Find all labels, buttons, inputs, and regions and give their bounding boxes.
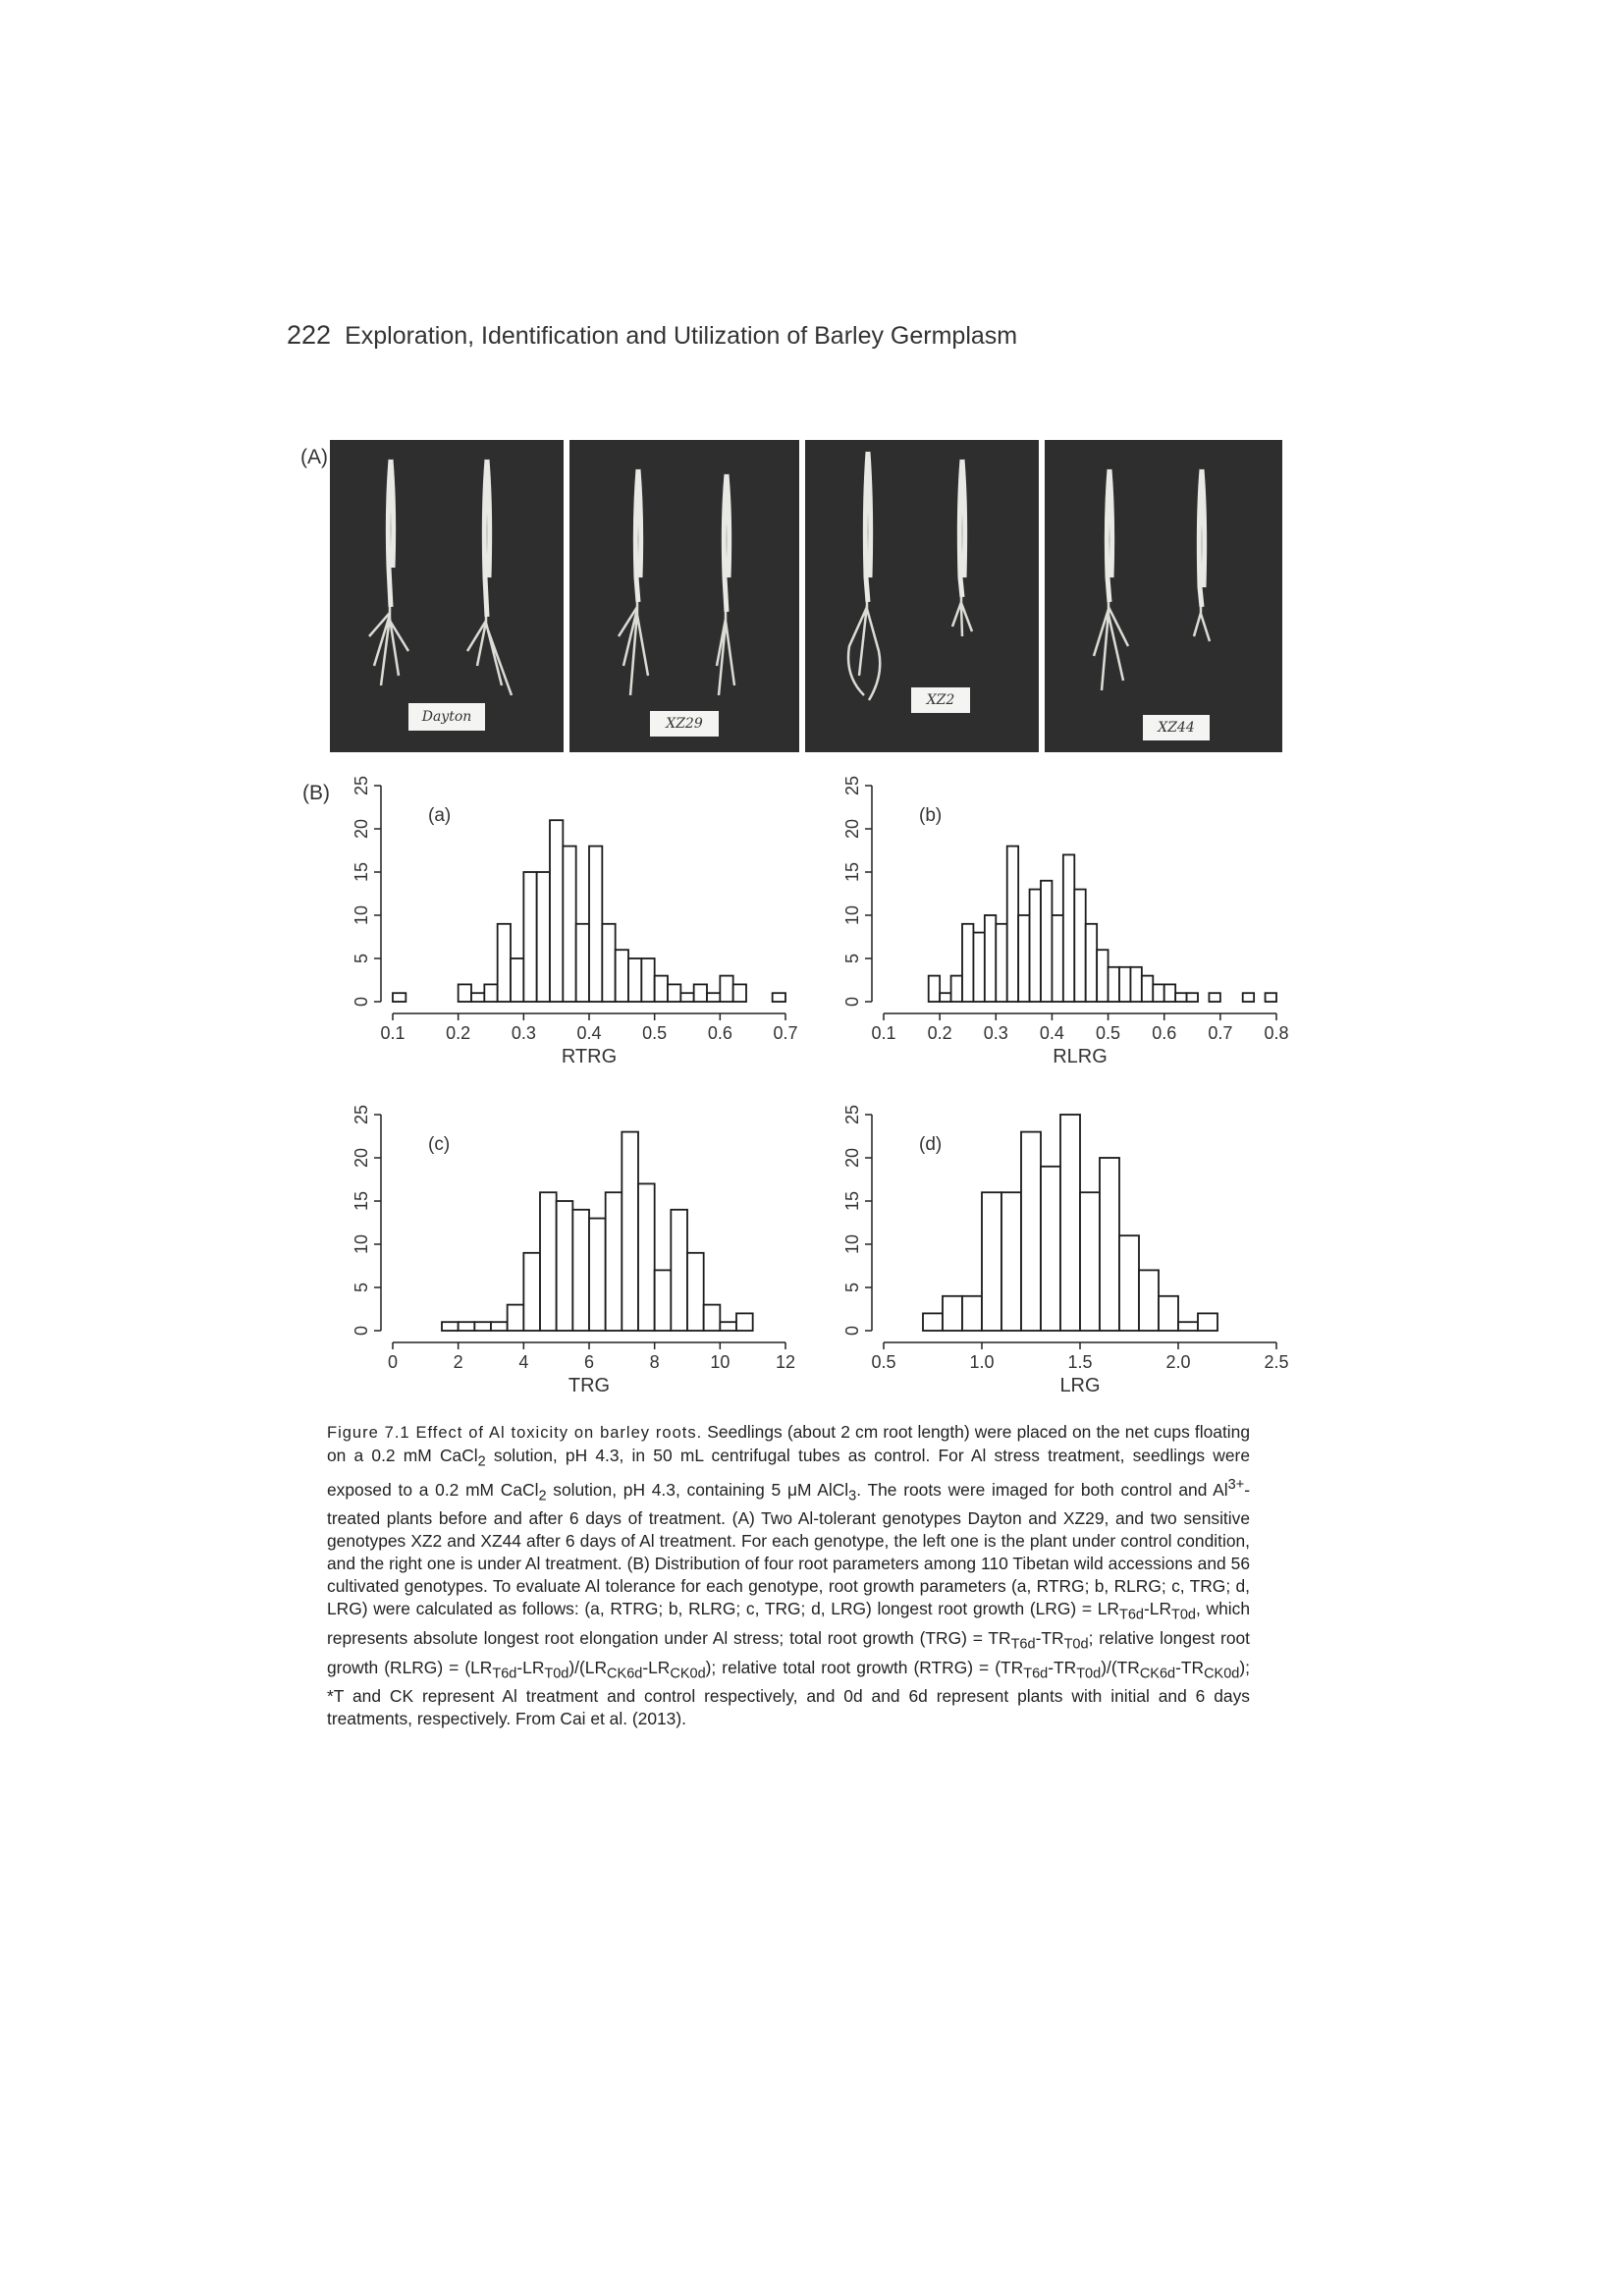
caption-text: ); *T and CK represent Al treatment and control respectively, and 0d and 6d represent plants with initial and 6 days treatments, respectively. From Cai et al. (2013). — [327, 1657, 1250, 1729]
x-tick-label: 0 — [387, 1352, 399, 1372]
x-tick-label: 0.4 — [1039, 1023, 1064, 1043]
x-tick-label: 0.3 — [511, 1023, 536, 1043]
hist-bar-all — [1130, 967, 1141, 1002]
photo-label: XZ29 — [650, 711, 719, 737]
hist-bar-all — [442, 1322, 459, 1331]
hist-bar-all — [655, 1270, 672, 1331]
hist-bar-all — [1139, 1270, 1159, 1331]
y-tick-label: 15 — [842, 861, 862, 883]
seedling-photo-3 — [805, 440, 1039, 752]
hist-bar-all — [523, 1253, 540, 1331]
histogram-a — [324, 776, 815, 1100]
hist-bar-all — [589, 1219, 606, 1331]
caption-sub: T0d — [544, 1665, 569, 1681]
hist-bar-all — [1041, 1167, 1060, 1331]
caption-text: . The roots were imaged for both control and Al — [856, 1479, 1228, 1500]
y-tick-label: 20 — [842, 818, 862, 840]
hist-bar-all — [459, 984, 471, 1002]
panel-a-letter: (A) — [300, 446, 328, 468]
panel-b-letter: (B) — [302, 782, 330, 804]
y-tick-label: 5 — [842, 953, 862, 964]
histogram-plot — [842, 776, 1289, 1067]
hist-bar-all — [540, 1192, 557, 1331]
histogram-c — [324, 1105, 815, 1399]
hist-bar-all — [1100, 1158, 1119, 1331]
hist-bar-all — [498, 924, 511, 1002]
y-tick-label: 25 — [842, 1104, 862, 1125]
hist-bar-all — [602, 924, 615, 1002]
histogram-plot — [842, 1105, 1289, 1396]
caption-sub: T6d — [1010, 1636, 1036, 1653]
hist-bar-all — [589, 847, 602, 1002]
caption-text: -TR — [1175, 1657, 1205, 1677]
panel-sub-label: (d) — [919, 1134, 943, 1155]
caption-sub: T0d — [1076, 1665, 1102, 1681]
hist-bar-all — [1052, 915, 1062, 1002]
x-tick-label: 0.3 — [983, 1023, 1008, 1043]
y-tick-label: 10 — [842, 904, 862, 926]
caption-text: , which represents absolute longest root elongation under Al stress; total root growth (TRG) = TR — [327, 1599, 1251, 1648]
hist-bar-all — [1153, 984, 1163, 1002]
x-tick-label: 0.2 — [446, 1023, 471, 1043]
hist-bar-all — [1063, 854, 1074, 1002]
hist-bar-all — [1018, 915, 1029, 1002]
x-tick-label: 1.5 — [1067, 1352, 1093, 1372]
caption-text: Seedlings (about 2 cm root length) were placed on the net cups floating on a 0.2 mM CaCl — [327, 1422, 1250, 1466]
running-head — [287, 320, 1017, 351]
hist-bar-all — [550, 820, 563, 1002]
caption-sub: T6d — [1118, 1607, 1144, 1623]
y-tick-label: 5 — [352, 1282, 371, 1293]
hist-bar-all — [508, 1305, 524, 1331]
x-tick-label: 0.7 — [773, 1023, 798, 1043]
x-tick-label: 2.5 — [1264, 1352, 1289, 1372]
caption-sub: CK0d — [1204, 1665, 1240, 1681]
y-tick-label: 20 — [352, 1147, 371, 1169]
caption-sub: CK0d — [670, 1665, 706, 1681]
photo-label: Dayton — [408, 703, 485, 731]
caption-text: )/(TR — [1101, 1657, 1140, 1677]
hist-bar-all — [1030, 890, 1041, 1002]
hist-bar-all — [1109, 967, 1119, 1002]
caption-text: solution, pH 4.3, containing 5 μM AlCl — [546, 1479, 849, 1500]
hist-bar-all — [511, 958, 523, 1002]
histogram-plot — [352, 1105, 795, 1396]
photo-label: XZ44 — [1143, 715, 1210, 740]
hist-bar-all — [1198, 1313, 1217, 1331]
caption-lead: Figure 7.1 Effect of Al toxicity on barley roots. — [327, 1424, 703, 1442]
x-tick-label: 8 — [649, 1352, 660, 1372]
hist-bar-all — [1266, 993, 1276, 1002]
hist-bar-all — [1080, 1192, 1100, 1331]
caption-sub: 2 — [477, 1453, 486, 1470]
hist-bar-all — [641, 958, 654, 1002]
histogram-b-svg — [815, 776, 1306, 1100]
x-tick-label: 1.0 — [969, 1352, 995, 1372]
caption-text: -TR — [1035, 1627, 1064, 1648]
x-tick-label: 0.7 — [1208, 1023, 1233, 1043]
hist-bar-all — [523, 872, 536, 1002]
hist-bar-all — [572, 1210, 589, 1331]
caption-sub: 2 — [538, 1487, 547, 1503]
hist-bar-all — [638, 1183, 655, 1331]
hist-bar-all — [655, 976, 668, 1002]
hist-bar-all — [1041, 881, 1052, 1002]
y-tick-label: 10 — [352, 904, 371, 926]
x-axis-title: RLRG — [1053, 1046, 1108, 1067]
hist-bar-all — [1243, 993, 1254, 1002]
x-axis-title: TRG — [568, 1375, 611, 1396]
x-tick-label: 0.1 — [380, 1023, 406, 1043]
y-tick-label: 0 — [842, 996, 862, 1008]
y-tick-label: 10 — [842, 1233, 862, 1255]
caption-sub: T6d — [492, 1665, 517, 1681]
hist-bar-all — [1164, 984, 1175, 1002]
hist-bar-all — [668, 984, 680, 1002]
hist-bar-all — [951, 976, 962, 1002]
x-tick-label: 0.2 — [927, 1023, 952, 1043]
panel-sub-label: (b) — [919, 805, 943, 826]
hist-bar-all — [962, 1296, 982, 1331]
hist-bar-all — [694, 984, 707, 1002]
y-tick-label: 5 — [842, 1282, 862, 1293]
y-tick-label: 25 — [352, 775, 371, 796]
hist-bar-all — [459, 1322, 475, 1331]
histogram-d — [815, 1105, 1306, 1399]
y-tick-label: 10 — [352, 1233, 371, 1255]
hist-bar-all — [985, 915, 996, 1002]
figure-caption — [327, 1421, 1250, 1730]
hist-bar-all — [563, 847, 575, 1002]
seedling-photo-strip — [330, 440, 1282, 752]
caption-text: ); relative total root growth (RTRG) = (TR — [705, 1657, 1024, 1677]
seedling-photo-2 — [569, 440, 799, 752]
caption-sup: 3+ — [1227, 1476, 1245, 1493]
hist-bar-all — [973, 933, 984, 1002]
hist-bar-all — [773, 993, 785, 1002]
hist-bar-all — [923, 1313, 943, 1331]
hist-bar-all — [929, 976, 940, 1002]
y-tick-label: 20 — [842, 1147, 862, 1169]
hist-bar-all — [687, 1253, 704, 1331]
hist-bar-all — [707, 993, 720, 1002]
histogram-a-svg — [324, 776, 815, 1100]
book-title: Exploration, Identification and Utilization of Barley Germplasm — [345, 322, 1018, 350]
x-tick-label: 2.0 — [1165, 1352, 1191, 1372]
caption-text: -LR — [516, 1657, 545, 1677]
hist-bar-all — [736, 1313, 753, 1331]
x-tick-label: 0.5 — [642, 1023, 668, 1043]
caption-sub: 3 — [848, 1487, 857, 1503]
hist-bar-all — [484, 984, 497, 1002]
caption-text: -LR — [1143, 1599, 1172, 1619]
hist-bar-all — [704, 1305, 721, 1331]
caption-text: ; relative longest root growth (RLRG) = (LR — [327, 1627, 1250, 1677]
hist-bar-all — [671, 1210, 687, 1331]
hist-bar-all — [733, 984, 746, 1002]
caption-sub: T0d — [1063, 1636, 1089, 1653]
hist-bar-all — [537, 872, 550, 1002]
hist-bar-all — [1209, 993, 1219, 1002]
hist-bar-all — [474, 1322, 491, 1331]
y-tick-label: 15 — [842, 1190, 862, 1212]
histogram-c-svg — [324, 1105, 815, 1399]
x-axis-title: LRG — [1059, 1375, 1101, 1396]
x-tick-label: 0.6 — [707, 1023, 732, 1043]
hist-bar-all — [1001, 1192, 1021, 1331]
y-tick-label: 25 — [352, 1104, 371, 1125]
caption-sub: CK6d — [1139, 1665, 1176, 1681]
hist-bar-all — [1007, 847, 1018, 1002]
x-tick-label: 0.8 — [1264, 1023, 1289, 1043]
hist-bar-all — [1175, 993, 1186, 1002]
seedling-photo-4 — [1045, 440, 1282, 752]
x-tick-label: 6 — [583, 1352, 595, 1372]
hist-bar-all — [1159, 1296, 1178, 1331]
hist-bar-all — [982, 1192, 1001, 1331]
hist-bar-all — [616, 950, 628, 1002]
y-tick-label: 0 — [842, 1325, 862, 1337]
caption-sub: T6d — [1023, 1665, 1049, 1681]
hist-bar-all — [557, 1201, 573, 1331]
hist-bar-all — [1178, 1322, 1198, 1331]
hist-bar-all — [1119, 1235, 1139, 1331]
caption-text: solution, pH 4.3, in 50 mL centrifugal tubes as control. For Al stress treatment, seedlings were exposed to a 0.2 mM CaCl — [327, 1446, 1250, 1500]
caption-text: -treated plants before and after 6 days of treatment. (A) Two Al-tolerant genotypes Dayton and XZ29, and two sensitive genotypes XZ2 and XZ44 after 6 days of Al treatment. For each genotype, the left one is the plant under control condition, and the right one is under Al treatment. (B) Distribution of four root parameters among 110 Tibetan wild accessions and 56 cultivated genotypes. To evaluate Al tolerance for each genotype, root growth parameters (a, RTRG; b, RLRG; c, TRG; d, LRG) were calculated as follows: (a, RTRG; b, RLRG; c, TRG; d, LRG) longest root growth (LRG) = LR — [327, 1479, 1250, 1619]
histogram-d-svg — [815, 1105, 1306, 1399]
histogram-plot — [352, 776, 798, 1067]
hist-bar-all — [720, 976, 732, 1002]
seedling-drawing — [1045, 440, 1282, 752]
x-axis-title: RTRG — [561, 1046, 618, 1067]
caption-sub: T0d — [1171, 1607, 1197, 1623]
hist-bar-all — [1142, 976, 1153, 1002]
caption-text: )/(LR — [568, 1657, 608, 1677]
hist-bar-all — [962, 924, 973, 1002]
x-tick-label: 10 — [710, 1352, 730, 1372]
hist-bar-all — [680, 993, 693, 1002]
hist-bar-all — [471, 993, 484, 1002]
hist-bar-all — [393, 993, 406, 1002]
seedling-photo-1 — [330, 440, 564, 752]
hist-bar-all — [1119, 967, 1130, 1002]
y-tick-label: 15 — [352, 1190, 371, 1212]
hist-bar-all — [940, 993, 950, 1002]
caption-sub: CK6d — [607, 1665, 643, 1681]
photo-label: XZ2 — [911, 687, 970, 713]
x-tick-label: 0.6 — [1152, 1023, 1177, 1043]
y-tick-label: 0 — [352, 996, 371, 1008]
x-tick-label: 12 — [775, 1352, 796, 1372]
panel-sub-label: (a) — [428, 805, 452, 826]
x-tick-label: 0.4 — [576, 1023, 602, 1043]
hist-bar-all — [1074, 890, 1085, 1002]
y-tick-label: 0 — [352, 1325, 371, 1337]
hist-bar-all — [943, 1296, 962, 1331]
histogram-b — [815, 776, 1306, 1100]
caption-text: -LR — [642, 1657, 671, 1677]
x-tick-label: 0.5 — [871, 1352, 896, 1372]
hist-bar-all — [1086, 924, 1097, 1002]
hist-bar-all — [491, 1322, 508, 1331]
x-tick-label: 0.1 — [871, 1023, 896, 1043]
seedling-drawing — [569, 440, 799, 752]
hist-bar-all — [628, 958, 641, 1002]
hist-bar-all — [1097, 950, 1108, 1002]
x-tick-label: 4 — [518, 1352, 529, 1372]
hist-bar-all — [1021, 1132, 1041, 1331]
hist-bar-all — [622, 1132, 638, 1331]
hist-bar-all — [720, 1322, 736, 1331]
y-tick-label: 25 — [842, 775, 862, 796]
caption-text: -TR — [1048, 1657, 1077, 1677]
hist-bar-all — [606, 1192, 622, 1331]
hist-bar-all — [1060, 1115, 1080, 1331]
page-number: 222 — [287, 320, 332, 350]
y-tick-label: 15 — [352, 861, 371, 883]
x-tick-label: 2 — [453, 1352, 463, 1372]
hist-bar-all — [1187, 993, 1198, 1002]
x-tick-label: 0.5 — [1096, 1023, 1121, 1043]
hist-bar-all — [996, 924, 1006, 1002]
y-tick-label: 5 — [352, 953, 371, 964]
y-tick-label: 20 — [352, 818, 371, 840]
panel-sub-label: (c) — [428, 1134, 451, 1155]
hist-bar-all — [576, 924, 589, 1002]
